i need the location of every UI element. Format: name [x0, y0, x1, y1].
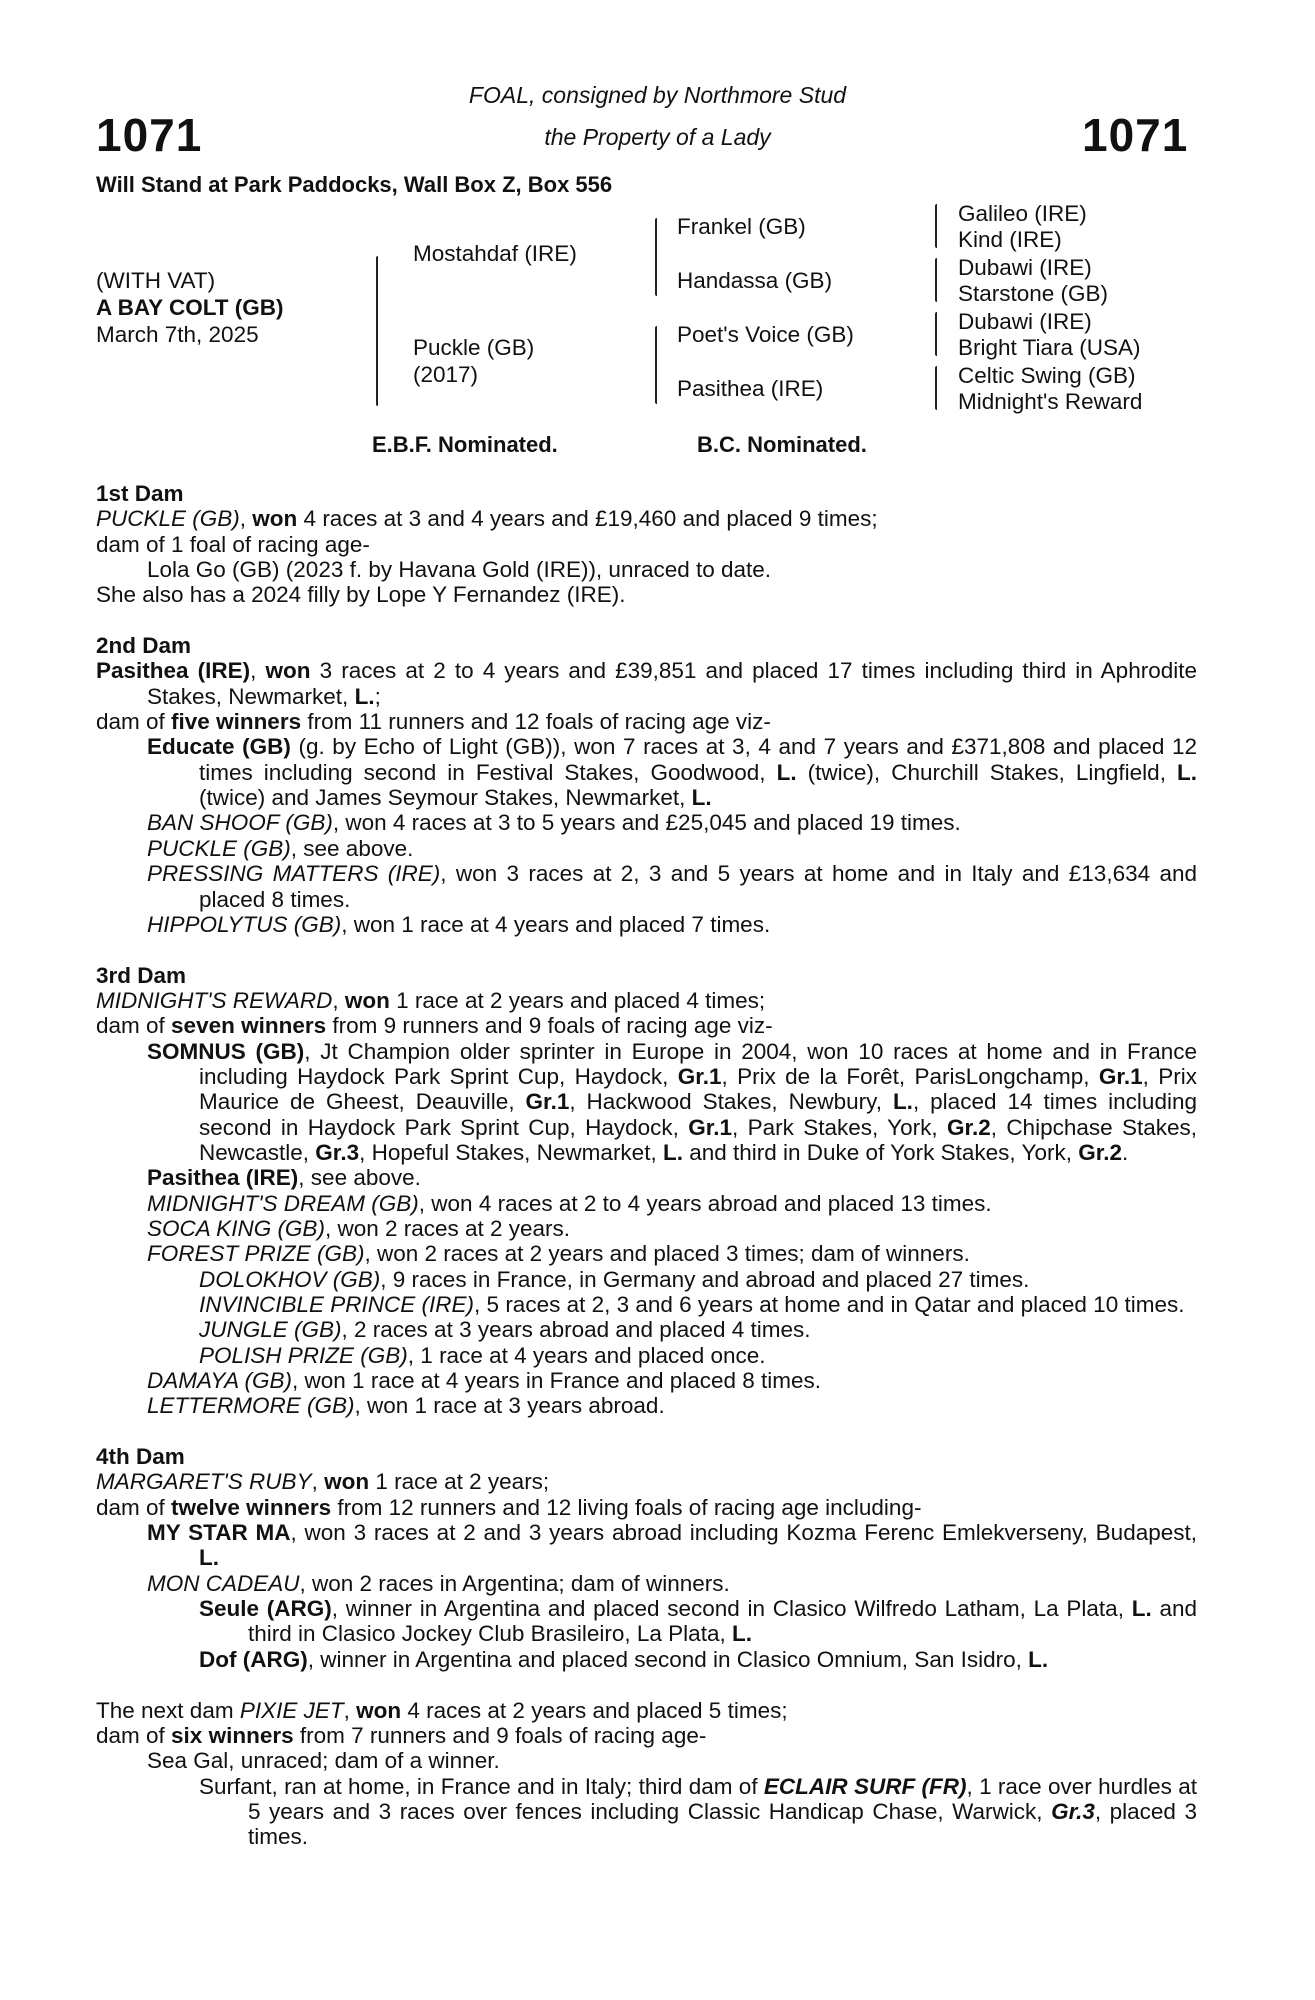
horse-name-text: INVINCIBLE PRINCE (IRE) [199, 1292, 475, 1317]
entry-text: dam of [96, 1494, 172, 1520]
pedigree-entry [96, 1039, 1197, 1166]
entry-text: , winner in Argentina and placed second in Clasico Omnium, San Isidro, [307, 1646, 1029, 1672]
entry-text: , won 3 races at 2, 3 and 5 years at home and in Italy and £13,634 and placed 8 times. [199, 861, 1197, 912]
horse-name-text: won [356, 1697, 402, 1723]
horse-name-text: L. [662, 1139, 683, 1165]
lot-number-left: 1071 [96, 109, 203, 161]
ebf-nomination: E.B.F. Nominated. [372, 432, 558, 457]
horse-name-text: Gr.2 [946, 1114, 991, 1140]
brace-g3-1 [935, 204, 937, 248]
entry-text: 1 race at 2 years and placed 4 times; [389, 987, 766, 1013]
horse-name-text: MY STAR MA [147, 1520, 291, 1546]
horse-name-text: Gr.3 [315, 1139, 360, 1165]
gen3-ancestor: Midnight's Reward [958, 389, 1143, 414]
entry-text: , winner in Argentina and placed second in Clasico Wilfredo Latham, La Plata, [331, 1596, 1132, 1622]
entry-text: The next dam [96, 1697, 240, 1723]
pedigree-entry [96, 836, 1197, 861]
entry-text: , 1 race at 4 years and placed once. [407, 1342, 766, 1368]
pedigree-entry [96, 1774, 1197, 1850]
horse-name-text: Dof (ARG) [199, 1646, 308, 1672]
pedigree-entry [96, 1191, 1197, 1216]
entry-text: , 2 races at 3 years abroad and placed 4 times. [341, 1317, 811, 1343]
horse-name-text: L. [776, 759, 797, 785]
horse-name-text: DAMAYA (GB) [147, 1368, 293, 1394]
pedigree-entry [96, 1292, 1197, 1317]
horse-name-text: Pasithea (IRE) [147, 1165, 299, 1191]
pedigree-entry [96, 506, 1197, 531]
foaling-date: March 7th, 2025 [96, 322, 259, 347]
pedigree-entry [96, 1596, 1197, 1647]
gen3-ancestor: Kind (IRE) [958, 227, 1062, 252]
entry-text: , won 2 races in Argentina; dam of winners. [299, 1570, 730, 1596]
pedigree-entry [96, 1698, 1197, 1723]
entry-text: , won 2 races at 2 years. [324, 1215, 571, 1241]
sire: Mostahdaf (IRE) [413, 241, 577, 266]
horse-name-text: MIDNIGHT'S REWARD [96, 987, 333, 1013]
entry-text: from 12 runners and 12 living foals of racing age including- [331, 1494, 922, 1520]
entry-text: , Prix de la Forêt, ParisLongchamp, [721, 1063, 1099, 1089]
sire-sire: Frankel (GB) [677, 214, 806, 239]
entry-text: , won 1 race at 4 years in France and placed 8 times. [292, 1368, 822, 1394]
pedigree-entry [96, 1241, 1197, 1266]
entry-text: , won 2 races at 2 years and placed 3 times; dam of winners. [364, 1241, 970, 1267]
pedigree-entry [96, 1343, 1197, 1368]
bc-nomination: B.C. Nominated. [697, 432, 867, 457]
entry-text: , [311, 1469, 325, 1495]
horse-name-text: PUCKLE (GB) [147, 835, 291, 861]
pedigree-entry [96, 1267, 1197, 1292]
entry-text: and third in Clasico Jockey Club Brasileiro, La Plata, [248, 1596, 1197, 1647]
horse-name-text: Gr.3 [1051, 1798, 1095, 1824]
entry-text: , won 1 race at 4 years and placed 7 times. [341, 911, 771, 937]
gen3-ancestor: Bright Tiara (USA) [958, 335, 1141, 360]
horse-name-text: LETTERMORE (GB) [147, 1393, 355, 1419]
entry-text: , see above. [298, 1165, 421, 1191]
pedigree-entry [96, 1216, 1197, 1241]
pedigree-entry [96, 734, 1197, 810]
horse-name-text: JUNGLE (GB) [199, 1317, 342, 1343]
gen3-ancestor: Galileo (IRE) [958, 201, 1087, 226]
entry-text: , Park Stakes, York, [732, 1114, 947, 1140]
horse-name-text: Educate (GB) [147, 734, 291, 760]
horse-name-text: L. [1131, 1596, 1152, 1622]
entry-text: , won 4 races at 3 to 5 years and £25,045 and placed 19 times. [332, 810, 961, 836]
horse-name-text: L. [1028, 1646, 1049, 1672]
entry-text: (twice), Churchill Stakes, Lingfield, [796, 759, 1177, 785]
entry-text: from 11 runners and 12 foals of racing age viz- [301, 709, 771, 735]
gen3-ancestor: Celtic Swing (GB) [958, 363, 1136, 388]
entry-text: dam of [96, 1722, 172, 1748]
pedigree-entry [96, 1647, 1197, 1672]
entry-text: 4 races at 3 and 4 years and £19,460 and placed 9 times; [297, 506, 878, 532]
entry-text: , won 4 races at 2 to 4 years abroad and placed 13 times. [418, 1190, 992, 1216]
dam-dam: Pasithea (IRE) [677, 376, 824, 401]
section-heading: 3rd Dam [96, 962, 187, 988]
pedigree-entry [96, 1317, 1197, 1342]
horse-name: A BAY COLT (GB) [96, 295, 284, 320]
horse-name-text: L. [892, 1089, 913, 1115]
horse-name-text: SOMNUS (GB) [147, 1038, 305, 1064]
dam-section [96, 963, 1197, 1419]
entry-text: and third in Duke of York Stakes, York, [682, 1139, 1079, 1165]
entry-text: , Prix Maurice de Gheest, Deauville, [199, 1063, 1197, 1115]
horse-name-text: SOCA KING (GB) [147, 1215, 325, 1241]
horse-name-text: L. [1177, 759, 1197, 785]
pedigree-entry [96, 582, 1197, 607]
entry-text: She also has a 2024 filly by Lope Y Fernandez (IRE). [96, 582, 626, 608]
entry-text: (g. by Echo of Light (GB)), won 7 races at 3, 4 and 7 years and £371,808 and placed 12 times including second in Festival Stakes, Goodwood, [199, 734, 1197, 785]
entry-text: , Hackwood Stakes, Newbury, [569, 1089, 893, 1115]
pedigree-entry [96, 1748, 1197, 1773]
horse-name-text: POLISH PRIZE (GB) [199, 1342, 408, 1368]
brace-g3-2 [935, 258, 937, 302]
entry-text: , [250, 658, 266, 684]
brace-sire [655, 218, 657, 296]
pedigree-entry [96, 1571, 1197, 1596]
pedigree-entry [96, 532, 1197, 557]
entry-text: , Hopeful Stakes, Newmarket, [359, 1139, 663, 1165]
entry-text: , won 3 races at 2 and 3 years abroad including Kozma Ferenc Emlekverseny, Budapest, [290, 1520, 1197, 1546]
horse-name-text: won [324, 1469, 370, 1495]
produce-record [96, 481, 1197, 1875]
horse-name-text: DOLOKHOV (GB) [199, 1266, 381, 1292]
entry-text: Sea Gal, unraced; dam of a winner. [147, 1748, 500, 1774]
entry-text: , [239, 506, 253, 532]
pedigree-entry [96, 1013, 1197, 1038]
horse-name-text: ECLAIR SURF (FR) [763, 1773, 967, 1799]
brace-gen1 [376, 256, 378, 406]
pedigree-entry [96, 810, 1197, 835]
entry-text: , placed 14 times including second in Haydock Park Sprint Cup, Haydock, [199, 1089, 1197, 1140]
pedigree-entry [96, 1469, 1197, 1494]
entry-text: (twice) and James Seymour Stakes, Newmarket, [199, 785, 692, 811]
pedigree-entry [96, 861, 1197, 912]
vat-note: (WITH VAT) [96, 268, 216, 293]
horse-name-text: L. [199, 1545, 219, 1571]
horse-name-text: won [265, 658, 311, 684]
horse-name-text: Seule (ARG) [199, 1596, 332, 1622]
gen3-ancestor: Dubawi (IRE) [958, 255, 1092, 280]
horse-name-text: seven winners [171, 1013, 327, 1039]
horse-name-text: Gr.1 [688, 1114, 733, 1140]
horse-name-text: six winners [171, 1722, 294, 1748]
pedigree-entry [96, 709, 1197, 734]
brace-g3-3 [935, 312, 937, 356]
section-heading: 4th Dam [96, 1444, 185, 1470]
section-heading: 2nd Dam [96, 633, 192, 659]
horse-name-text: Gr.1 [1098, 1063, 1143, 1089]
dam-section [96, 1444, 1197, 1672]
dam-year: (2017) [413, 362, 479, 387]
gen3-ancestor: Dubawi (IRE) [958, 309, 1092, 334]
entry-text: , [343, 1697, 357, 1723]
horse-name-text: twelve winners [171, 1494, 332, 1520]
entry-text: , [332, 987, 345, 1013]
horse-name-text: L. [731, 1621, 752, 1647]
horse-name-text: BAN SHOOF (GB) [147, 810, 333, 836]
pedigree-entry [96, 1368, 1197, 1393]
entry-text: from 9 runners and 9 foals of racing age viz- [326, 1013, 773, 1039]
entry-text: , placed 3 times. [248, 1798, 1197, 1850]
dam-section [96, 633, 1197, 937]
brace-g3-4 [935, 366, 937, 410]
pedigree-entry [96, 557, 1197, 582]
horse-name-text: Pasithea (IRE) [96, 658, 251, 684]
pedigree-entry [96, 1520, 1197, 1571]
pedigree-entry [96, 1495, 1197, 1520]
entry-text: dam of [96, 1013, 172, 1039]
entry-text: , Jt Champion older sprinter in Europe in 2004, won 10 races at home and in France including Haydock Park Sprint Cup, Haydock, [199, 1038, 1197, 1089]
dam-section [96, 1698, 1197, 1850]
consignor-line: FOAL, consigned by Northmore Stud [468, 82, 847, 108]
entry-text: Lola Go (GB) (2023 f. by Havana Gold (IRE)), unraced to date. [147, 557, 772, 583]
dam-section [96, 481, 1197, 608]
horse-name-text: five winners [171, 709, 302, 735]
pedigree-entry [96, 658, 1197, 709]
sire-dam: Handassa (GB) [677, 268, 833, 293]
horse-name-text: L. [354, 683, 375, 709]
entry-text: , 1 race over hurdles at 5 years and 3 races over fences including Classic Handicap Chase, Warwick, [248, 1773, 1197, 1824]
horse-name-text: MARGARET'S RUBY [96, 1469, 312, 1495]
dam-sire: Poet's Voice (GB) [677, 322, 854, 347]
entry-text: dam of 1 foal of racing age- [96, 531, 370, 557]
horse-name-text: HIPPOLYTUS (GB) [147, 911, 342, 937]
horse-name-text: PUCKLE (GB) [96, 506, 240, 532]
horse-name-text: MON CADEAU [147, 1570, 300, 1596]
horse-name-text: Gr.1 [525, 1089, 570, 1115]
dam: Puckle (GB) [413, 335, 535, 360]
entry-text: dam of [96, 709, 172, 735]
entry-text: , won 1 race at 3 years abroad. [354, 1393, 665, 1419]
entry-text: 1 race at 2 years; [369, 1469, 550, 1495]
horse-name-text: PIXIE JET [239, 1697, 344, 1723]
property-line: the Property of a Lady [544, 124, 771, 150]
entry-text: . [1121, 1139, 1129, 1165]
horse-name-text: Gr.2 [1078, 1139, 1122, 1165]
brace-dam [655, 326, 657, 404]
stand-location: Will Stand at Park Paddocks, Wall Box Z, Box 556 [96, 172, 613, 197]
entry-text: , Chipchase Stakes, Newcastle, [199, 1114, 1197, 1165]
horse-name-text: Gr.1 [677, 1063, 722, 1089]
entry-text: 3 races at 2 to 4 years and £39,851 and placed 17 times including third in Aphrodite Stakes, Newmarket, [147, 658, 1197, 709]
entry-text: , 5 races at 2, 3 and 6 years at home and in Qatar and placed 10 times. [474, 1292, 1185, 1317]
pedigree-entry [96, 988, 1197, 1013]
horse-name-text: FOREST PRIZE (GB) [147, 1241, 365, 1267]
entry-text: from 7 runners and 9 foals of racing age- [293, 1722, 707, 1748]
entry-text: 4 races at 2 years and placed 5 times; [401, 1697, 788, 1723]
pedigree-entry [96, 1393, 1197, 1418]
entry-text: , 9 races in France, in Germany and abroad and placed 27 times. [380, 1266, 1030, 1292]
horse-name-text: L. [691, 785, 712, 811]
horse-name-text: MIDNIGHT'S DREAM (GB) [147, 1190, 419, 1216]
entry-text: ; [374, 683, 381, 709]
entry-text: , see above. [290, 835, 414, 861]
horse-name-text: won [344, 987, 390, 1013]
entry-text: Surfant, ran at home, in France and in Italy; third dam of [199, 1773, 764, 1799]
gen3-ancestor: Starstone (GB) [958, 281, 1109, 306]
horse-name-text: won [252, 506, 298, 532]
pedigree-entry [96, 1723, 1197, 1748]
pedigree-entry [96, 912, 1197, 937]
pedigree-entry [96, 1165, 1197, 1190]
horse-name-text: PRESSING MATTERS (IRE) [147, 861, 441, 887]
lot-number-right: 1071 [1082, 109, 1189, 161]
section-heading: 1st Dam [96, 481, 184, 506]
